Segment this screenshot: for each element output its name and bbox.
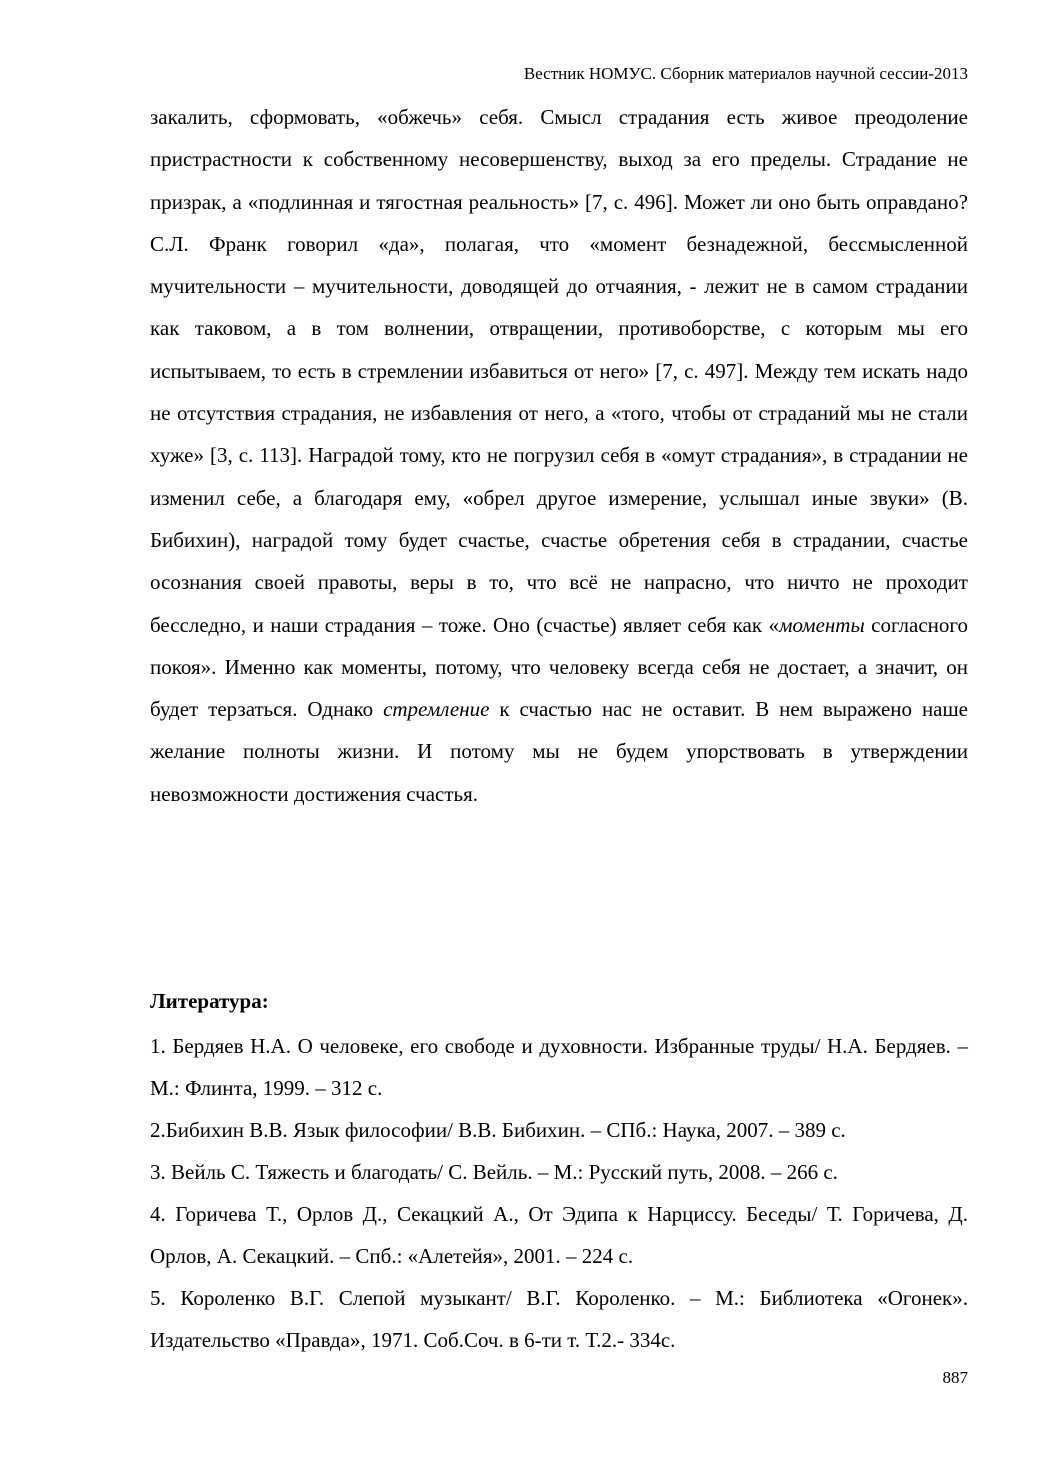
references-title: Литература: xyxy=(150,989,269,1013)
paragraph-part-3: к счастью нас не оставит. В нем выражено наше желание полноты жизни. И потому мы не будем упорствовать в утверждении невозможности достижения счастья. xyxy=(150,697,968,806)
running-header: Вестник НОМУС. Сборник материалов научной сессии-2013 xyxy=(523,64,968,83)
italic-word-aspiration: стремление xyxy=(383,697,490,722)
reference-item: 1. Бердяев Н.А. О человеке, его свободе и духовности. Избранные труды/ Н.А. Бердяев. – М.: Флинта, 1999. – 312 с. xyxy=(150,1034,968,1100)
main-paragraph xyxy=(150,96,968,815)
reference-item: 2.Бибихин В.В. Язык философии/ В.В. Бибихин. – СПб.: Наука, 2007. – 389 с. xyxy=(150,1118,846,1142)
page-number: 887 xyxy=(942,1368,968,1387)
references-list xyxy=(150,1025,968,1361)
italic-word-moments: моменты xyxy=(779,612,865,637)
reference-item: 4. Горичева Т., Орлов Д., Секацкий А., От Эдипа к Нарциссу. Беседы/ Т. Горичева, Д. Орлов, А. Секацкий. – Спб.: «Алетейя», 2001. – 224 с. xyxy=(150,1202,968,1268)
reference-item: 5. Короленко В.Г. Слепой музыкант/ В.Г. Короленко. – М.: Библиотека «Огонек». Издательство «Правда», 1971. Соб.Соч. в 6-ти т. Т.2.- 334с. xyxy=(150,1286,968,1352)
paragraph-text xyxy=(150,96,968,815)
paragraph-part-2: согласного покоя». Именно как моменты, потому, что человеку всегда себя не достает, а значит, он будет терзаться. Однако xyxy=(150,612,968,722)
paragraph-part-1: закалить, сформовать, «обжечь» себя. Смысл страдания есть живое преодоление пристрастности к собственному несовершенству, выход за его пределы. Страдание не призрак, а «подлинная и тягостная реальность» [7, с. 496]. Может ли оно быть оправдано? С.Л. Франк говорил «да», полагая, что «момент безнадежной, бессмысленной мучительности – мучительности, доводящей до отчаяния, - лежит не в самом страдании как таковом, а в том волнении, отвращении, противоборстве, с которым мы его испытываем, то есть в стремлении избавиться от него» [7, с. 497]. Между тем искать надо не отсутствия страдания, не избавления от него, а «того, чтобы от страданий мы не стали хуже» [3, с. 113]. Наградой тому, кто не погрузил себя в «омут страдания», в страдании не изменил себе, а благодаря ему, «обрел другое измерение, услышал иные звуки» (В. Бибихин), наградой тому будет счастье, счастье обретения себя в страдании, счастье осознания своей правоты, веры в то, что всё не напрасно, что ничто не проходит бесследно, и наши страдания – тоже. Оно (счастье) являет себя как « xyxy=(150,105,968,637)
reference-item: 3. Вейль С. Тяжесть и благодать/ С. Вейль. – М.: Русский путь, 2008. – 266 с. xyxy=(150,1160,838,1184)
